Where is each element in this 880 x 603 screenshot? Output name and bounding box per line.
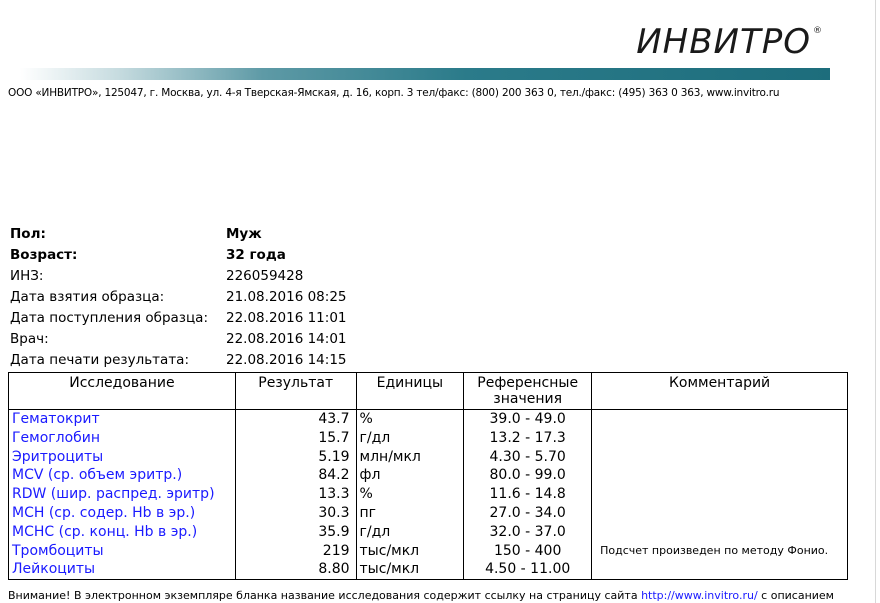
company-address: ООО «ИНВИТРО», 125047, г. Москва, ул. 4-я Тверская-Ямская, д. 16, корп. 3 тел/факс: (800) 200 363 0, тел./факс: (495) 363 0 363, www.invitro.ru xyxy=(8,87,780,99)
reference-range: 11.6 - 14.8 xyxy=(464,485,592,504)
result-value: 15.7 xyxy=(235,429,356,448)
patient-info-value: 21.08.2016 08:25 xyxy=(226,289,347,305)
reference-range: 4.30 - 5.70 xyxy=(464,448,592,467)
reference-range: 80.0 - 99.0 xyxy=(464,466,592,485)
result-unit: % xyxy=(356,410,464,429)
study-link[interactable]: Тромбоциты xyxy=(9,542,236,561)
result-value: 84.2 xyxy=(235,466,356,485)
patient-info-label: Дата поступления образца: xyxy=(10,310,208,326)
reference-range: 13.2 - 17.3 xyxy=(464,429,592,448)
result-row xyxy=(9,523,848,542)
results-header-row xyxy=(9,373,848,410)
footer-text-end: с описанием xyxy=(757,589,834,602)
result-comment xyxy=(592,485,848,504)
result-row xyxy=(9,410,848,429)
result-unit: млн/мкл xyxy=(356,448,464,467)
patient-info-label: Возраст: xyxy=(10,247,78,263)
patient-info-value: 22.08.2016 14:15 xyxy=(226,352,347,368)
patient-info-label: ИНЗ: xyxy=(10,268,44,284)
result-value: 43.7 xyxy=(235,410,356,429)
study-link[interactable]: MCV (ср. объем эритр.) xyxy=(9,466,236,485)
header-comment: Комментарий xyxy=(592,373,848,410)
result-value: 13.3 xyxy=(235,485,356,504)
patient-info-label: Дата печати результата: xyxy=(10,352,190,368)
result-value: 35.9 xyxy=(235,523,356,542)
study-link[interactable]: MCH (ср. содер. Hb в эр.) xyxy=(9,504,236,523)
result-unit: тыс/мкл xyxy=(356,542,464,561)
study-link[interactable]: RDW (шир. распред. эритр) xyxy=(9,485,236,504)
header-result: Результат xyxy=(235,373,356,410)
header-study: Исследование xyxy=(9,373,236,410)
footer-note xyxy=(8,589,834,602)
result-comment xyxy=(592,410,848,429)
result-comment xyxy=(592,504,848,523)
patient-info-value: 32 года xyxy=(226,247,286,263)
result-row xyxy=(9,485,848,504)
result-unit: тыс/мкл xyxy=(356,560,464,579)
reference-range: 150 - 400 xyxy=(464,542,592,561)
result-unit: г/дл xyxy=(356,523,464,542)
reference-range: 32.0 - 37.0 xyxy=(464,523,592,542)
result-unit: г/дл xyxy=(356,429,464,448)
header-reference: Референсные значения xyxy=(464,373,592,410)
results-table xyxy=(8,372,848,580)
patient-info-value: Муж xyxy=(226,226,262,242)
result-row xyxy=(9,448,848,467)
result-value: 219 xyxy=(235,542,356,561)
invitro-logo xyxy=(636,22,823,62)
result-row xyxy=(9,429,848,448)
result-comment xyxy=(592,429,848,448)
header-units: Единицы xyxy=(356,373,464,410)
result-unit: % xyxy=(356,485,464,504)
logo-text: ИНВИТРО xyxy=(636,22,811,62)
reference-range: 39.0 - 49.0 xyxy=(464,410,592,429)
reference-range: 27.0 - 34.0 xyxy=(464,504,592,523)
result-row xyxy=(9,504,848,523)
result-row xyxy=(9,542,848,561)
reference-range: 4.50 - 11.00 xyxy=(464,560,592,579)
registered-mark: ® xyxy=(813,26,823,36)
result-row xyxy=(9,560,848,579)
result-comment xyxy=(592,523,848,542)
result-value: 5.19 xyxy=(235,448,356,467)
result-comment xyxy=(592,448,848,467)
patient-info-value: 226059428 xyxy=(226,268,304,284)
footer-text: Внимание! В электронном экземпляре бланка название исследования содержит ссылку на страницу сайта xyxy=(8,589,642,602)
result-comment: Подсчет произведен по методу Фонио. xyxy=(592,542,848,561)
patient-info-label: Дата взятия образца: xyxy=(10,289,165,305)
result-value: 8.80 xyxy=(235,560,356,579)
study-link[interactable]: Эритроциты xyxy=(9,448,236,467)
patient-info-value: 22.08.2016 11:01 xyxy=(226,310,347,326)
result-unit: пг xyxy=(356,504,464,523)
result-comment xyxy=(592,466,848,485)
patient-info-label: Пол: xyxy=(10,226,46,242)
patient-info-value: 22.08.2016 14:01 xyxy=(226,331,347,347)
study-link[interactable]: MCHC (ср. конц. Hb в эр.) xyxy=(9,523,236,542)
study-link[interactable]: Гемоглобин xyxy=(9,429,236,448)
result-value: 30.3 xyxy=(235,504,356,523)
header-color-band xyxy=(20,68,830,80)
footer-link[interactable]: http://www.invitro.ru/ xyxy=(641,589,758,602)
study-link[interactable]: Лейкоциты xyxy=(9,560,236,579)
study-link[interactable]: Гематокрит xyxy=(9,410,236,429)
patient-info-label: Врач: xyxy=(10,331,49,347)
result-unit: фл xyxy=(356,466,464,485)
result-row xyxy=(9,466,848,485)
result-comment xyxy=(592,560,848,579)
